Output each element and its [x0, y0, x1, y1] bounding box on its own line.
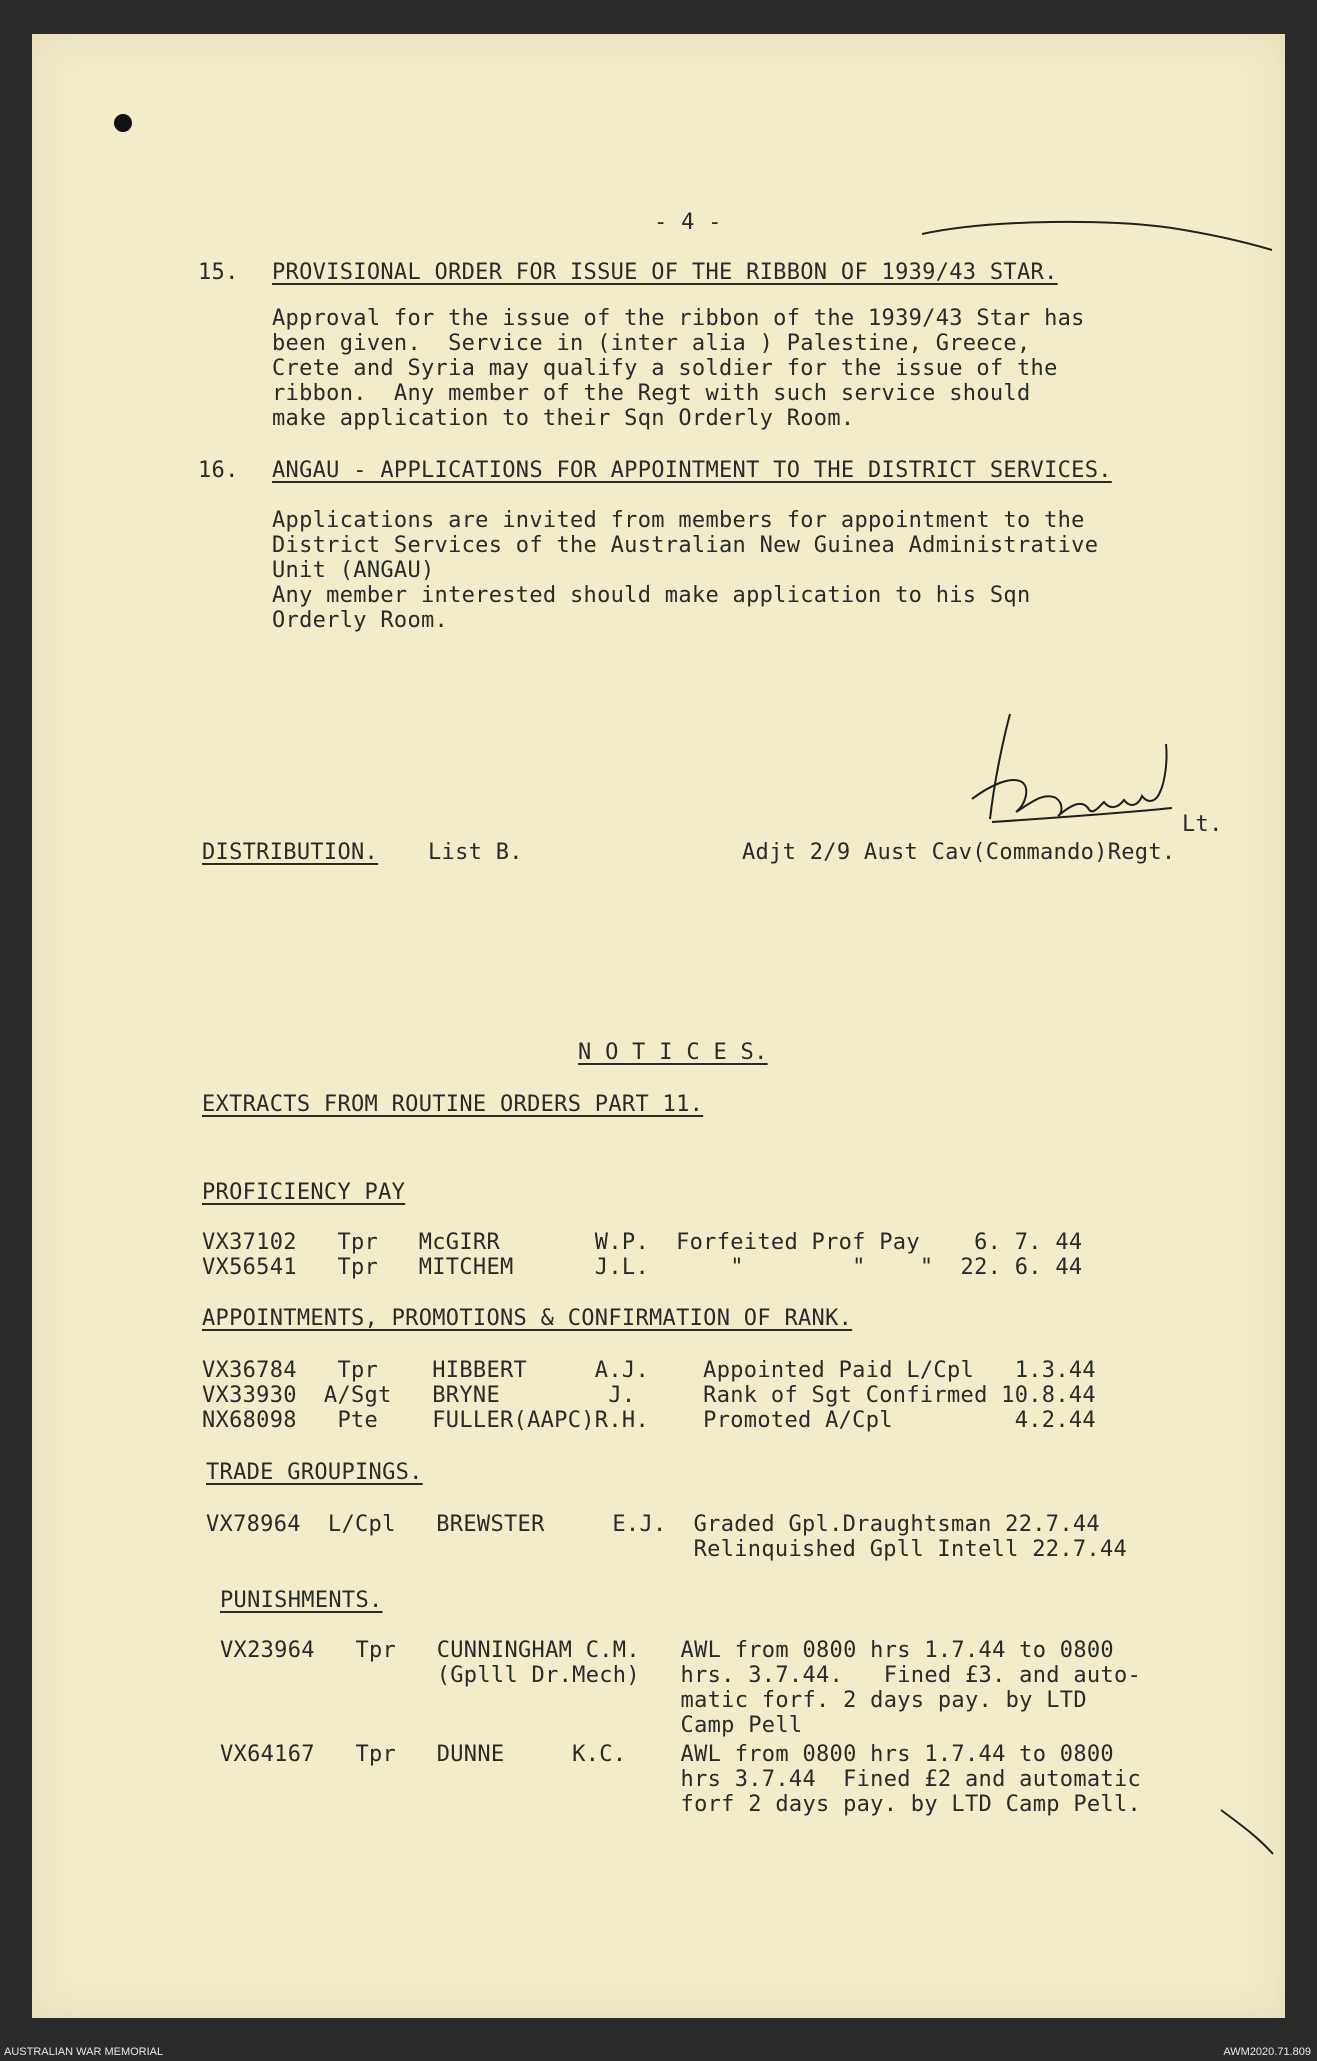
item15-number: 15.: [198, 260, 239, 285]
signature-rank: Lt.: [1182, 812, 1223, 837]
item15-heading: PROVISIONAL ORDER FOR ISSUE OF THE RIBBON OF 1939/43 STAR.: [272, 260, 1058, 285]
trade-row: Relinquished Gpll Intell 22.7.44: [206, 1537, 1128, 1562]
item16-line: District Services of the Australian New Guinea Administrative: [272, 533, 1099, 558]
punishment-row: VX64167 Tpr DUNNE K.C. AWL from 0800 hrs 1.7.44 to 0800: [220, 1742, 1114, 1767]
item15-line: ribbon. Any member of the Regt with such service should: [272, 381, 1031, 406]
footer-credit: AUSTRALIAN WAR MEMORIAL: [4, 2046, 164, 2058]
punishment-row: (Gplll Dr.Mech) hrs. 3.7.44. Fined £3. and auto-: [220, 1663, 1142, 1688]
trade-heading: TRADE GROUPINGS.: [206, 1460, 423, 1485]
document-page: [32, 34, 1285, 2018]
punishment-row: hrs 3.7.44 Fined £2 and automatic: [220, 1767, 1142, 1792]
item16-line: Applications are invited from members for appointment to the: [272, 508, 1085, 533]
page-number: - 4 -: [654, 210, 722, 235]
item15-line: Approval for the issue of the ribbon of the 1939/43 Star has: [272, 306, 1085, 331]
item16-line: Orderly Room.: [272, 608, 449, 633]
trade-row: VX78964 L/Cpl BREWSTER E.J. Graded Gpl.Draughtsman 22.7.44: [206, 1512, 1100, 1537]
appointments-heading: APPOINTMENTS, PROMOTIONS & CONFIRMATION OF RANK.: [202, 1306, 853, 1331]
item16-line: Unit (ANGAU): [272, 558, 435, 583]
appointments-row: NX68098 Pte FULLER(AAPC)R.H. Promoted A/Cpl 4.2.44: [202, 1408, 1096, 1433]
extracts-heading: EXTRACTS FROM ROUTINE ORDERS PART 11.: [202, 1092, 704, 1117]
distribution-label: DISTRIBUTION.: [202, 840, 379, 865]
proficiency-row: VX56541 Tpr MITCHEM J.L. " " " 22. 6. 44: [202, 1255, 1083, 1280]
item15-line: Crete and Syria may qualify a soldier for the issue of the: [272, 356, 1058, 381]
item16-line: Any member interested should make application to his Sqn: [272, 583, 1031, 608]
punishment-row: VX23964 Tpr CUNNINGHAM C.M. AWL from 0800 hrs 1.7.44 to 0800: [220, 1638, 1114, 1663]
footer-reference: AWM2020.71.809: [1223, 2046, 1311, 2058]
pen-mark: [1217, 1804, 1277, 1864]
proficiency-heading: PROFICIENCY PAY: [202, 1180, 406, 1205]
punishment-row: matic forf. 2 days pay. by LTD: [220, 1688, 1087, 1713]
appointments-row: VX36784 Tpr HIBBERT A.J. Appointed Paid L/Cpl 1.3.44: [202, 1358, 1096, 1383]
punishments-heading: PUNISHMENTS.: [220, 1588, 383, 1613]
item15-line: make application to their Sqn Orderly Room.: [272, 406, 855, 431]
notices-title: N O T I C E S.: [578, 1040, 768, 1065]
item15-line: been given. Service in (inter alia ) Palestine, Greece,: [272, 331, 1031, 356]
punch-hole: [114, 114, 132, 132]
item16-heading: ANGAU - APPLICATIONS FOR APPOINTMENT TO THE DISTRICT SERVICES.: [272, 458, 1112, 483]
signature-title: Adjt 2/9 Aust Cav(Commando)Regt.: [742, 840, 1176, 865]
item16-number: 16.: [198, 458, 239, 483]
distribution-value: List B.: [428, 840, 523, 865]
appointments-row: VX33930 A/Sgt BRYNE J. Rank of Sgt Confirmed 10.8.44: [202, 1383, 1096, 1408]
punishment-row: forf 2 days pay. by LTD Camp Pell.: [220, 1792, 1142, 1817]
proficiency-row: VX37102 Tpr McGIRR W.P. Forfeited Prof Pay 6. 7. 44: [202, 1230, 1083, 1255]
punishment-row: Camp Pell: [220, 1713, 803, 1738]
handwritten-signature: [932, 704, 1192, 844]
